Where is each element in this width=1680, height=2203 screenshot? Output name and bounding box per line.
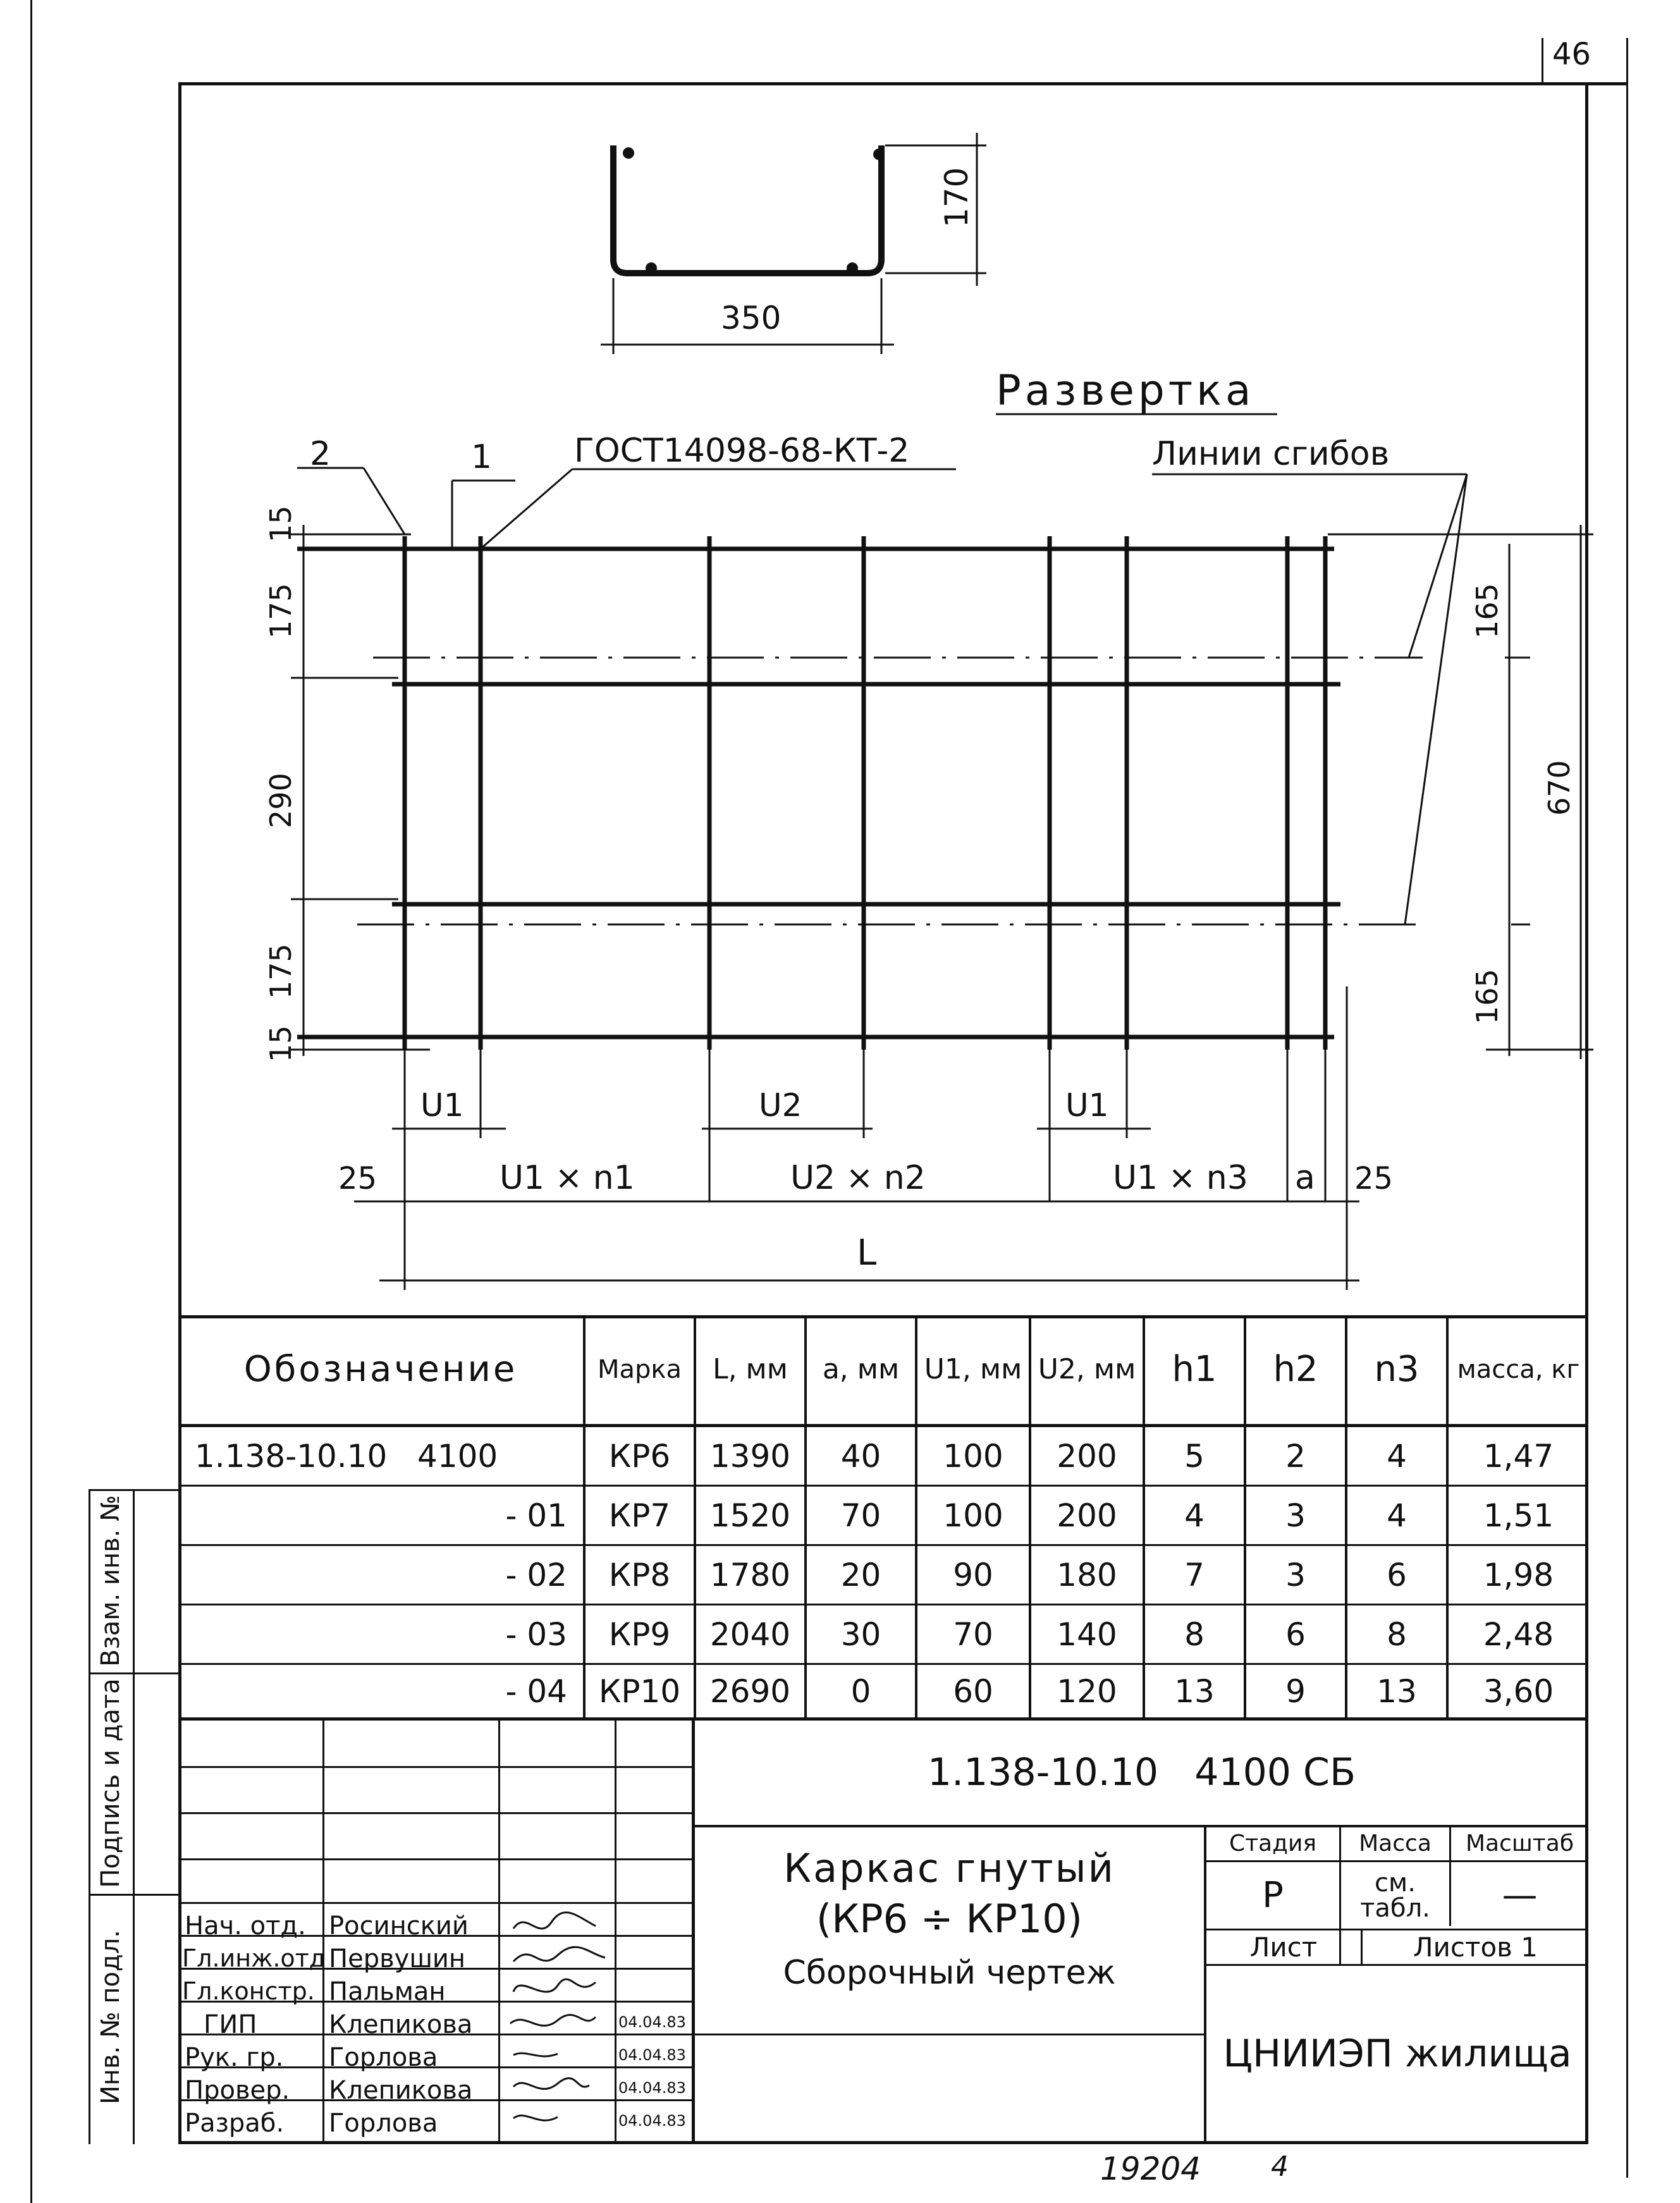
- dim-15-top: 15: [264, 505, 298, 543]
- side-stamp: [89, 1489, 181, 2144]
- row4-h1: 8: [1184, 1616, 1205, 1653]
- row3-u2: 180: [1057, 1556, 1117, 1593]
- sheet-label: Лист: [1249, 1931, 1318, 1963]
- row4-mass: 2,48: [1483, 1616, 1554, 1653]
- header-mass: масса, кг: [1457, 1355, 1580, 1384]
- dim-290: 290: [264, 773, 298, 828]
- spec-table: [178, 1315, 1588, 1720]
- row1-h2: 2: [1285, 1437, 1306, 1475]
- dim-u1-a: U1: [420, 1087, 464, 1124]
- organization: ЦНИИЭП жилища: [1223, 2031, 1572, 2076]
- row3-l: 1780: [709, 1556, 791, 1593]
- staff-role-7: Разраб.: [185, 2109, 285, 2138]
- stamp-podpis: Подпись и дата: [96, 1678, 125, 1888]
- row4-u2: 140: [1057, 1616, 1117, 1653]
- mass-label: Масса: [1359, 1831, 1432, 1856]
- row1-h1: 5: [1184, 1437, 1205, 1475]
- dim-670: 670: [1542, 760, 1576, 816]
- dim-25-left: 25: [338, 1161, 377, 1196]
- staff-role-4: ГИП: [204, 2010, 257, 2039]
- mass-value: см. табл.: [1360, 1868, 1430, 1923]
- label-1: 1: [471, 438, 493, 476]
- row4-designation: - 03: [505, 1616, 567, 1653]
- row1-u2: 200: [1057, 1437, 1117, 1475]
- row1-mark: КР6: [608, 1437, 671, 1475]
- row1-l: 1390: [709, 1437, 791, 1475]
- dim-175-b: 175: [264, 943, 298, 999]
- row4-u1: 70: [953, 1616, 993, 1653]
- dim-15-bottom: 15: [264, 1025, 298, 1062]
- staff-date-6: 04.04.83: [618, 2079, 686, 2097]
- header-a: a, мм: [822, 1353, 900, 1385]
- doc-code: 1.138-10.10 4100 СБ: [927, 1750, 1356, 1795]
- dim-u1-b: U1: [1065, 1087, 1109, 1124]
- row4-a: 30: [840, 1616, 881, 1653]
- stamp-podl: Инв. № подл.: [96, 1930, 125, 2104]
- row1-mass: 1,47: [1483, 1437, 1554, 1475]
- staff-name-7: Горлова: [329, 2109, 438, 2138]
- staff-role-2: Гл.инж.отд: [182, 1944, 326, 1972]
- profile-section: [613, 145, 881, 273]
- dim-u2: U2: [759, 1087, 802, 1124]
- footer-number: 19204: [1100, 2151, 1201, 2187]
- row1-u1: 100: [943, 1437, 1003, 1475]
- scale-value: —: [1502, 1874, 1538, 1916]
- dim-165-b: 165: [1470, 969, 1504, 1024]
- dim-seg-a: a: [1295, 1159, 1315, 1197]
- row2-h2: 3: [1285, 1497, 1306, 1534]
- header-u2: U2, мм: [1038, 1353, 1136, 1385]
- staff-role-6: Провер.: [185, 2076, 290, 2105]
- dim-25-right: 25: [1354, 1161, 1394, 1196]
- row2-designation: - 01: [505, 1497, 567, 1534]
- row3-h2: 3: [1285, 1556, 1306, 1593]
- signatures: [501, 1903, 615, 2144]
- profile-width-dim: 350: [721, 300, 782, 336]
- stage-label: Стадия: [1229, 1831, 1317, 1856]
- staff-date-7: 04.04.83: [618, 2112, 686, 2130]
- header-mark: Марка: [597, 1355, 682, 1384]
- dim-seg-3: U1 × n3: [1113, 1159, 1248, 1197]
- row3-n3: 6: [1387, 1556, 1407, 1593]
- row5-l: 2690: [709, 1672, 791, 1710]
- row2-a: 70: [840, 1497, 881, 1534]
- doc-title-line3: Сборочный чертеж: [783, 1954, 1116, 1992]
- staff-name-5: Горлова: [329, 2043, 438, 2072]
- row2-u1: 100: [943, 1497, 1003, 1534]
- stage-value: Р: [1262, 1874, 1284, 1916]
- row3-h1: 7: [1184, 1556, 1205, 1593]
- staff-date-4: 04.04.83: [618, 2013, 686, 2031]
- row5-mark: КР10: [598, 1672, 681, 1710]
- row5-mass: 3,60: [1483, 1672, 1554, 1710]
- header-u1: U1, мм: [924, 1353, 1022, 1385]
- row3-mark: КР8: [608, 1556, 671, 1593]
- staff-name-2: Первушин: [329, 1944, 466, 1973]
- gost-note: ГОСТ14098-68-КТ-2: [574, 432, 910, 470]
- row5-u2: 120: [1057, 1672, 1117, 1710]
- row5-n3: 13: [1376, 1672, 1417, 1710]
- staff-name-6: Клепикова: [329, 2076, 473, 2105]
- row3-designation: - 02: [505, 1556, 567, 1593]
- row4-n3: 8: [1387, 1616, 1407, 1653]
- staff-role-5: Рук. гр.: [185, 2043, 284, 2072]
- header-h2: h2: [1273, 1349, 1318, 1390]
- header-n3: n3: [1374, 1349, 1419, 1390]
- dim-175-a: 175: [264, 583, 298, 639]
- row5-designation: - 04: [505, 1672, 567, 1710]
- row2-mark: КР7: [608, 1497, 671, 1534]
- row2-n3: 4: [1387, 1497, 1407, 1534]
- row3-a: 20: [840, 1556, 881, 1593]
- row3-u1: 90: [953, 1556, 993, 1593]
- header-length: L, мм: [713, 1353, 788, 1385]
- unfold-title: Развертка: [996, 366, 1255, 415]
- row1-a: 40: [840, 1437, 881, 1475]
- dim-165-a: 165: [1470, 583, 1504, 639]
- row5-h2: 9: [1285, 1672, 1306, 1710]
- row2-u2: 200: [1057, 1497, 1117, 1534]
- header-h1: h1: [1172, 1349, 1217, 1390]
- doc-title-line1: Каркас гнутый: [783, 1845, 1115, 1891]
- staff-role-1: Нач. отд.: [185, 1912, 306, 1941]
- staff-name-4: Клепикова: [329, 2010, 473, 2039]
- staff-name-1: Росинский: [329, 1912, 469, 1941]
- scale-label: Масштаб: [1465, 1831, 1574, 1856]
- staff-role-3: Гл.констр.: [182, 1977, 315, 2005]
- bend-lines-note: Линии сгибов: [1152, 435, 1390, 473]
- header-designation: Обозначение: [243, 1349, 518, 1390]
- row5-a: 0: [850, 1672, 871, 1710]
- row1-n3: 4: [1387, 1437, 1407, 1475]
- dim-seg-1: U1 × n1: [500, 1159, 635, 1197]
- row4-mark: КР9: [608, 1616, 671, 1653]
- sheet-number: 46: [1552, 37, 1591, 72]
- footer-mark: 4: [1271, 2151, 1289, 2183]
- row5-u1: 60: [953, 1672, 993, 1710]
- row2-l: 1520: [709, 1497, 791, 1534]
- row4-l: 2040: [709, 1616, 791, 1653]
- row2-h1: 4: [1184, 1497, 1205, 1534]
- staff-name-3: Пальман: [329, 1977, 446, 2006]
- label-2: 2: [310, 435, 331, 473]
- row2-mass: 1,51: [1483, 1497, 1554, 1534]
- stamp-vzam: Взам. инв. №: [96, 1495, 125, 1667]
- dim-seg-2: U2 × n2: [790, 1159, 926, 1197]
- doc-title-line2: (КР6 ÷ КР10): [816, 1896, 1082, 1942]
- profile-height-dim: 170: [938, 167, 975, 228]
- title-block: [178, 1720, 1588, 2144]
- row3-mass: 1,98: [1483, 1556, 1554, 1593]
- row4-h2: 6: [1285, 1616, 1306, 1653]
- sheets-total: Листов 1: [1413, 1931, 1538, 1963]
- row1-designation: 1.138-10.10 4100: [195, 1437, 498, 1475]
- dim-total-l: L: [857, 1232, 877, 1273]
- staff-date-5: 04.04.83: [618, 2046, 686, 2064]
- row5-h1: 13: [1174, 1672, 1215, 1710]
